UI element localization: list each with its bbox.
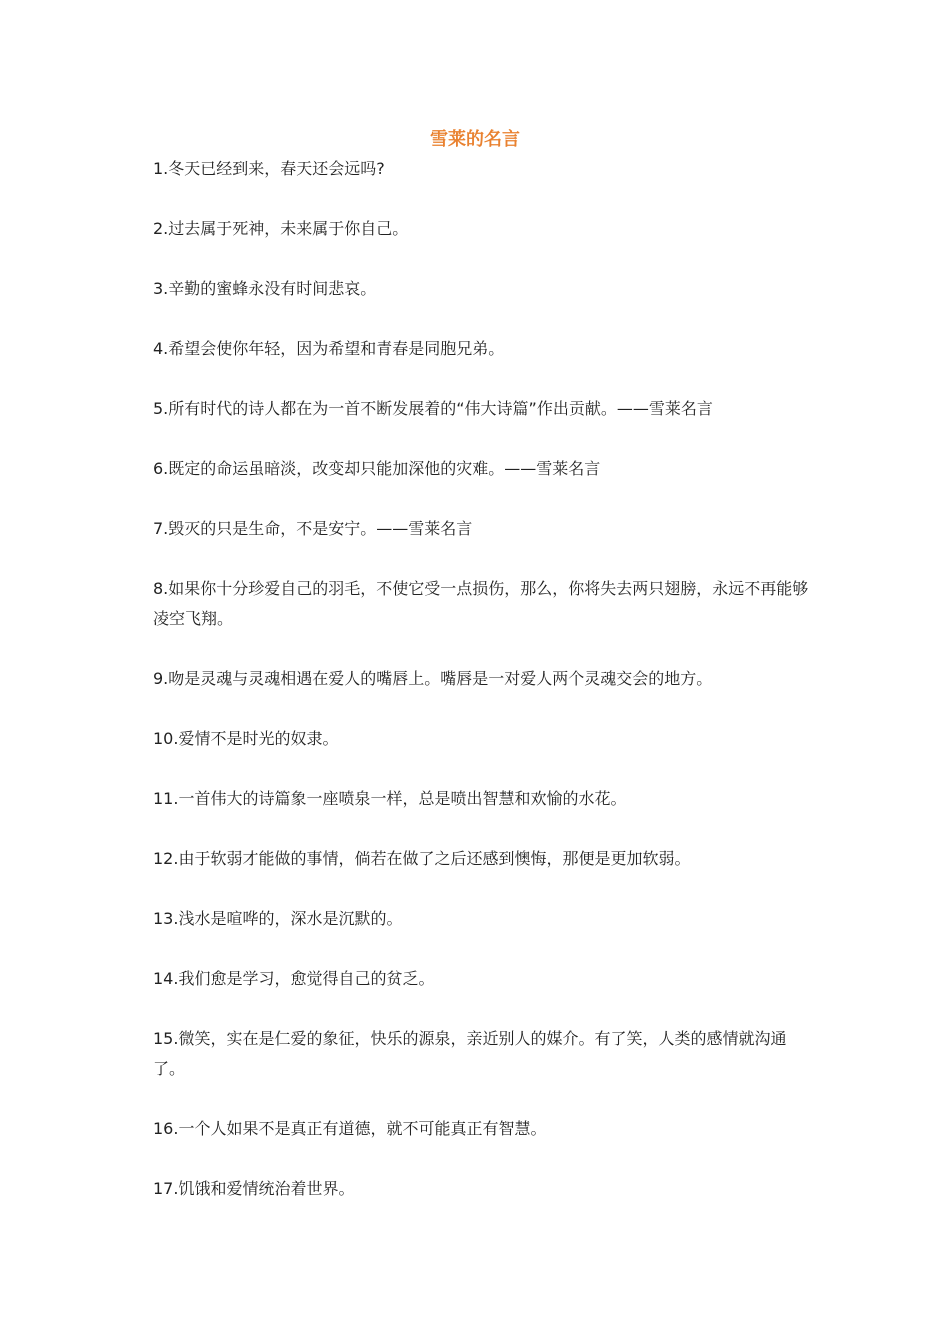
quote-item: 3.辛勤的蜜蜂永没有时间悲哀。 (153, 279, 377, 298)
quote-item: 1.冬天已经到来，春天还会远吗? (153, 159, 385, 178)
quote-item: 6.既定的命运虽暗淡，改变却只能加深他的灾难。——雪莱名言 (153, 459, 601, 478)
quote-item: 17.饥饿和爱情统治着世界。 (153, 1179, 355, 1198)
quote-item: 12.由于软弱才能做的事情，倘若在做了之后还感到懊悔，那便是更加软弱。 (153, 849, 691, 868)
quote-list (153, 154, 813, 1234)
quote-item: 11.一首伟大的诗篇象一座喷泉一样，总是喷出智慧和欢愉的水花。 (153, 789, 627, 808)
quote-item: 8.如果你十分珍爱自己的羽毛，不使它受一点损伤，那么，你将失去两只翅膀，永远不再能够凌空飞翔。 (153, 579, 809, 628)
quote-item: 7.毁灭的只是生命，不是安宁。——雪莱名言 (153, 519, 473, 538)
quote-item: 9.吻是灵魂与灵魂相遇在爱人的嘴唇上。嘴唇是一对爱人两个灵魂交会的地方。 (153, 669, 713, 688)
page-title: 雪莱的名言 (430, 129, 520, 150)
quote-item: 14.我们愈是学习，愈觉得自己的贫乏。 (153, 969, 435, 988)
quote-item: 10.爱情不是时光的奴隶。 (153, 729, 339, 748)
quote-item: 15.微笑，实在是仁爱的象征，快乐的源泉，亲近别人的媒介。有了笑，人类的感情就沟通了。 (153, 1029, 787, 1078)
quote-item: 2.过去属于死神，未来属于你自己。 (153, 219, 409, 238)
quote-item: 16.一个人如果不是真正有道德，就不可能真正有智慧。 (153, 1119, 547, 1138)
quote-item: 4.希望会使你年轻，因为希望和青春是同胞兄弟。 (153, 339, 505, 358)
quote-item: 5.所有时代的诗人都在为一首不断发展着的“伟大诗篇”作出贡献。——雪莱名言 (153, 399, 713, 418)
quote-item: 13.浅水是喧哗的，深水是沉默的。 (153, 909, 403, 928)
